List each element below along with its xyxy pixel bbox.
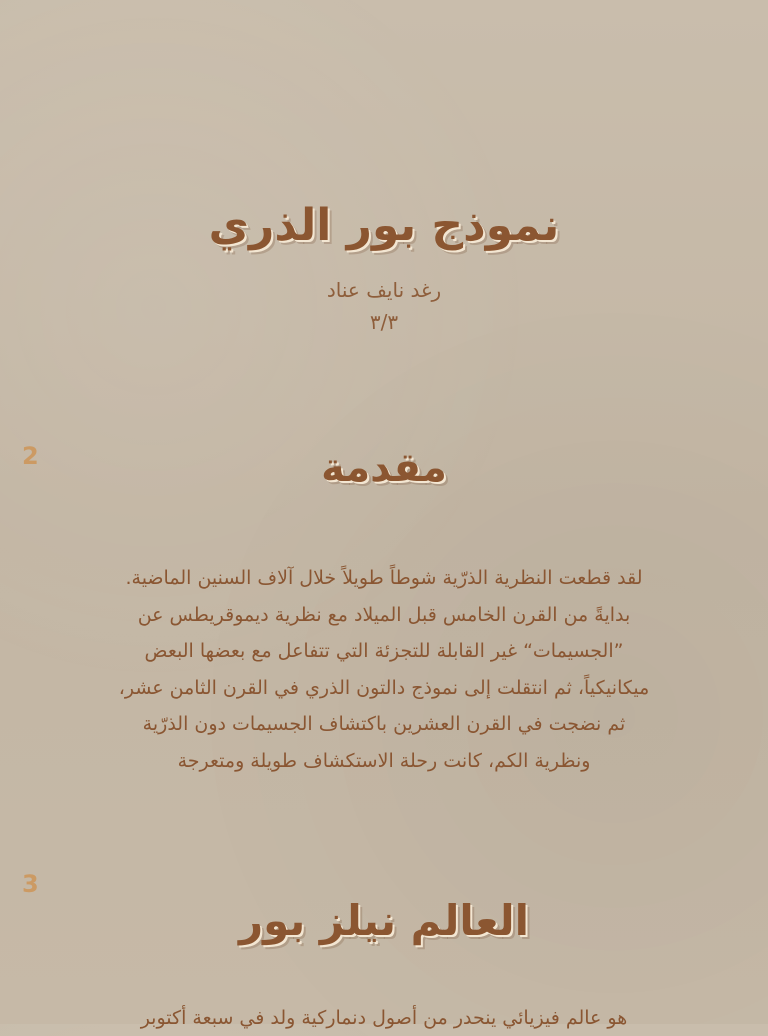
section-heading-intro: مقدمة (321, 445, 447, 491)
bohr-paragraph-partial: هو عالم فيزيائي ينحدر من أصول دنماركية ولد في سبعة أكتوبر (140, 1007, 628, 1029)
paragraph-line: ثم نضجت في القرن العشرين باكتشاف الجسيمات دون الذرّية (142, 713, 626, 735)
page-title: نموذج بور الذري (208, 200, 560, 251)
paragraph-line: بدايةً من القرن الخامس قبل الميلاد مع نظرية ديموقريطس عن (137, 603, 631, 626)
paragraph-line: ”الجسيمات“ غير القابلة للتجزئة التي تتفاعل مع بعضها البعض (144, 640, 624, 662)
author-name: رغد نايف عناد (326, 278, 442, 302)
section-heading-bohr: العالم نيلز بور (238, 896, 530, 945)
slide-number: 3 (22, 870, 39, 898)
intro-paragraph (30, 560, 738, 779)
slide-number: 2 (22, 442, 39, 470)
page-fraction: ٣/٣ (369, 310, 399, 334)
paragraph-line: ميكانيكياً، ثم انتقلت إلى نموذج دالتون الذري في القرن الثامن عشر، (118, 676, 650, 699)
paragraph-line: لقد قطعت النظرية الذرّية شوطاً طويلاً خلال آلاف السنين الماضية. (125, 567, 643, 589)
paragraph-line: ونظرية الكم، كانت رحلة الاستكشاف طويلة ومتعرجة (177, 749, 591, 772)
